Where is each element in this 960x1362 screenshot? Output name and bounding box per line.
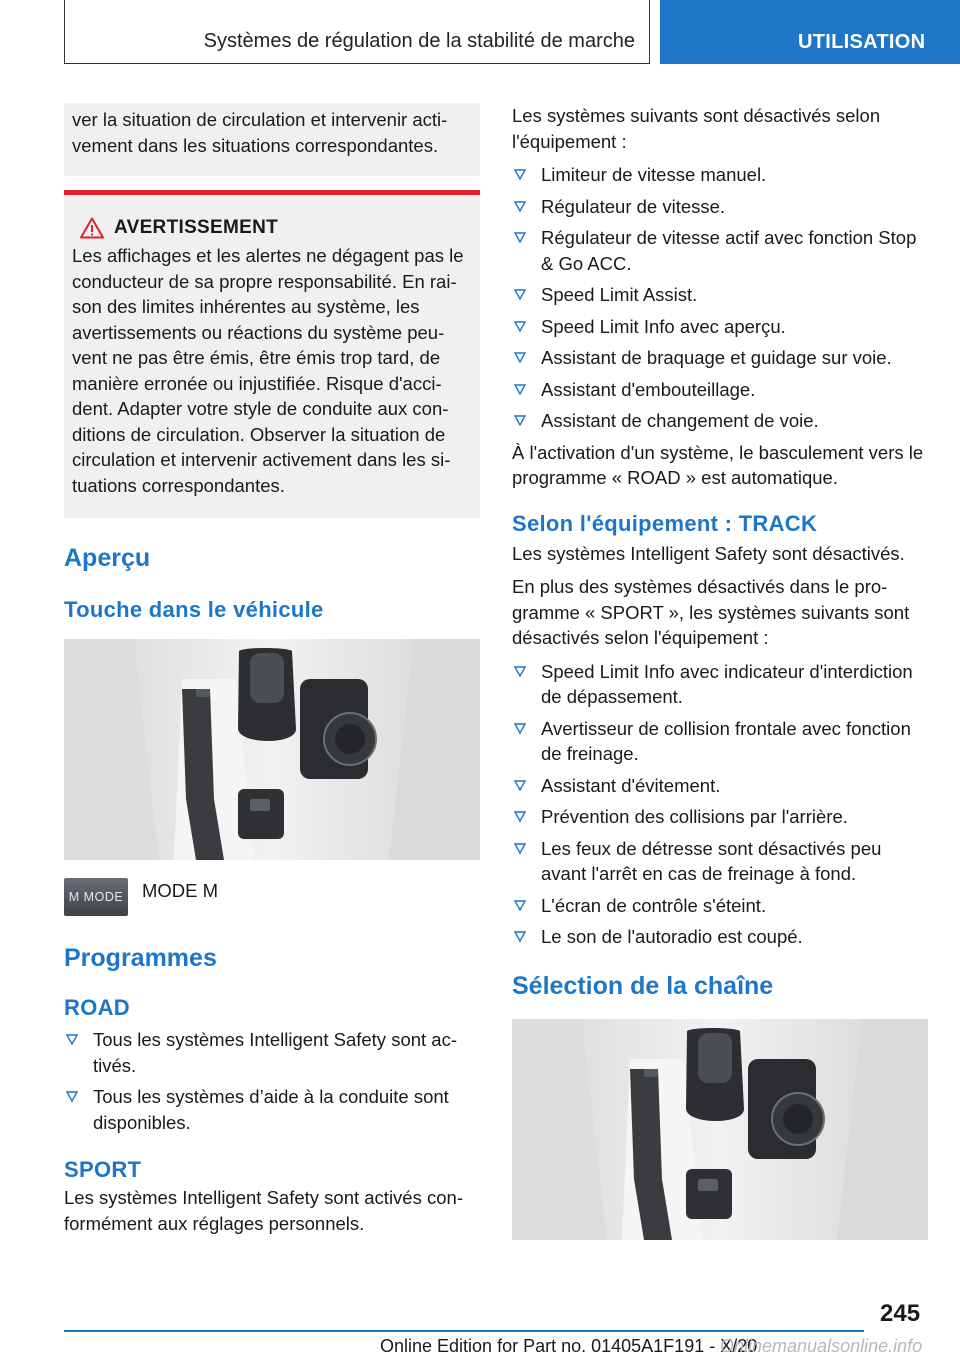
list-item bbox=[512, 408, 928, 434]
footer-divider bbox=[64, 1330, 864, 1332]
warning-box bbox=[64, 190, 480, 518]
list-item bbox=[512, 314, 928, 340]
bullet-triangle-icon bbox=[514, 780, 526, 791]
list-item-text: Prévention des collisions par l'arrière. bbox=[541, 806, 848, 827]
m-mode-button-text: M MODE bbox=[68, 890, 124, 904]
warning-triangle-icon bbox=[80, 217, 104, 239]
m-mode-button-image bbox=[64, 878, 128, 916]
activation-text: À l'activation d'un système, le basculement vers le programme « ROAD » est automatique. bbox=[512, 441, 924, 488]
warning-header bbox=[80, 217, 472, 239]
list-item bbox=[64, 1027, 480, 1078]
button-legend bbox=[64, 878, 480, 916]
bullet-triangle-icon bbox=[514, 666, 526, 677]
list-item-text: Le son de l'autoradio est coupé. bbox=[541, 926, 803, 947]
heading-sport: SPORT bbox=[64, 1157, 142, 1182]
list-item-text: Speed Limit Info avec indicateur d'interdiction de dépassement. bbox=[541, 660, 913, 707]
bullet-triangle-icon bbox=[514, 321, 526, 332]
warning-text: Les affichages et les alertes ne dégagent pas le conducteur de sa propre responsabilité. En raison des limites inhérentes au système, les avertissements ou réactions du système peuvent ne pas être émis, être émis trop tard, de manière erronée ou injustifiée. Risque d'accident. Adapter votre style de conduite aux conditions de circulation. Observer la situation de circulation et intervenir activement dans les situations correspondantes. bbox=[72, 245, 464, 496]
list-item-text: Assistant de changement de voie. bbox=[541, 410, 819, 431]
road-item-text: Tous les systèmes d’aide à la conduite sont disponibles. bbox=[93, 1086, 449, 1133]
list-item bbox=[64, 1084, 480, 1135]
heading-track: Selon l'équipement : TRACK bbox=[512, 510, 818, 536]
bullet-triangle-icon bbox=[514, 843, 526, 854]
list-item bbox=[512, 282, 928, 308]
list-item-text: Assistant d'embouteillage. bbox=[541, 378, 756, 400]
center-console-illustration-2 bbox=[512, 1019, 928, 1240]
disabled-systems-list bbox=[512, 162, 928, 434]
center-console-illustration bbox=[64, 639, 480, 860]
page-number: 245 bbox=[880, 1300, 921, 1327]
track-text-2: En plus des systèmes désactivés dans le programme « SPORT », les systèmes suivants sont désactivés selon l'équipement : bbox=[512, 576, 910, 648]
list-item bbox=[512, 893, 928, 919]
section-tab bbox=[660, 0, 960, 64]
list-item bbox=[512, 162, 928, 188]
list-item-text: Speed Limit Info avec aperçu. bbox=[541, 315, 786, 337]
list-item-text: Limiteur de vitesse manuel. bbox=[541, 164, 767, 185]
list-item-text: Assistant d'évitement. bbox=[541, 774, 721, 796]
bullet-triangle-icon bbox=[514, 169, 526, 180]
track-text-1: Les systèmes Intelligent Safety sont désactivés. bbox=[512, 542, 905, 564]
road-item-text: Tous les systèmes Intelligent Safety sont activés. bbox=[93, 1029, 458, 1076]
list-item-text: Speed Limit Assist. bbox=[541, 284, 698, 305]
list-item bbox=[512, 773, 928, 799]
list-item bbox=[512, 659, 928, 710]
heading-programmes: Programmes bbox=[64, 944, 217, 972]
m-mode-label: MODE M bbox=[142, 880, 219, 901]
bullet-triangle-icon bbox=[514, 289, 526, 300]
intro-text: ver la situation de circulation et intervenir activement dans les situations correspondantes. bbox=[72, 109, 448, 156]
list-item bbox=[512, 194, 928, 220]
list-item bbox=[512, 345, 928, 371]
section-label: UTILISATION bbox=[798, 31, 926, 53]
bullet-triangle-icon bbox=[514, 900, 526, 911]
track-disabled-list bbox=[512, 659, 928, 950]
intro-box bbox=[64, 103, 480, 176]
right-column bbox=[512, 103, 928, 1240]
heading-selection: Sélection de la chaîne bbox=[512, 971, 774, 1000]
chapter-title: Systèmes de régulation de la stabilité de marche bbox=[203, 30, 635, 52]
bullet-triangle-icon bbox=[514, 415, 526, 426]
list-item-text: Les feux de détresse sont désactivés peu avant l'arrêt en cas de freinage à fond. bbox=[541, 837, 882, 884]
heading-road: ROAD bbox=[64, 995, 130, 1020]
bullet-triangle-icon bbox=[514, 384, 526, 395]
bullet-triangle-icon bbox=[66, 1091, 78, 1102]
bullet-triangle-icon bbox=[514, 931, 526, 942]
warning-title: AVERTISSEMENT bbox=[114, 217, 279, 238]
list-item bbox=[512, 225, 928, 276]
sport-text: Les systèmes Intelligent Safety sont activés conformément aux réglages personnels. bbox=[64, 1187, 463, 1234]
list-item-text: Régulateur de vitesse actif avec fonction Stop & Go ACC. bbox=[541, 227, 917, 274]
bullet-triangle-icon bbox=[514, 723, 526, 734]
center-console-photo-2 bbox=[512, 1019, 928, 1240]
list-item bbox=[512, 836, 928, 887]
center-console-photo bbox=[64, 639, 480, 860]
footer-edition: Online Edition for Part no. 01405A1F191 - X/20 bbox=[380, 1336, 758, 1356]
right-intro: Les systèmes suivants sont désactivés selon l'équipement : bbox=[512, 105, 881, 152]
page-header bbox=[0, 0, 960, 66]
bullet-triangle-icon bbox=[514, 352, 526, 363]
list-item bbox=[512, 377, 928, 403]
chapter-title-box bbox=[64, 0, 650, 64]
heading-apercu: Aperçu bbox=[64, 544, 151, 572]
bullet-triangle-icon bbox=[66, 1034, 78, 1045]
bullet-triangle-icon bbox=[514, 232, 526, 243]
bullet-triangle-icon bbox=[514, 811, 526, 822]
bullet-triangle-icon bbox=[514, 201, 526, 212]
list-item-text: Régulateur de vitesse. bbox=[541, 195, 726, 217]
list-item bbox=[512, 924, 928, 950]
list-item bbox=[512, 716, 928, 767]
list-item-text: Assistant de braquage et guidage sur voie. bbox=[541, 347, 892, 368]
list-item-text: L'écran de contrôle s'éteint. bbox=[541, 894, 767, 916]
road-list bbox=[64, 1027, 480, 1135]
watermark: Onlinemanualsonline.info bbox=[720, 1336, 923, 1356]
list-item bbox=[512, 804, 928, 830]
left-column bbox=[64, 103, 480, 1236]
list-item-text: Avertisseur de collision frontale avec fonction de freinage. bbox=[541, 717, 911, 764]
heading-touche: Touche dans le véhicule bbox=[64, 597, 324, 622]
